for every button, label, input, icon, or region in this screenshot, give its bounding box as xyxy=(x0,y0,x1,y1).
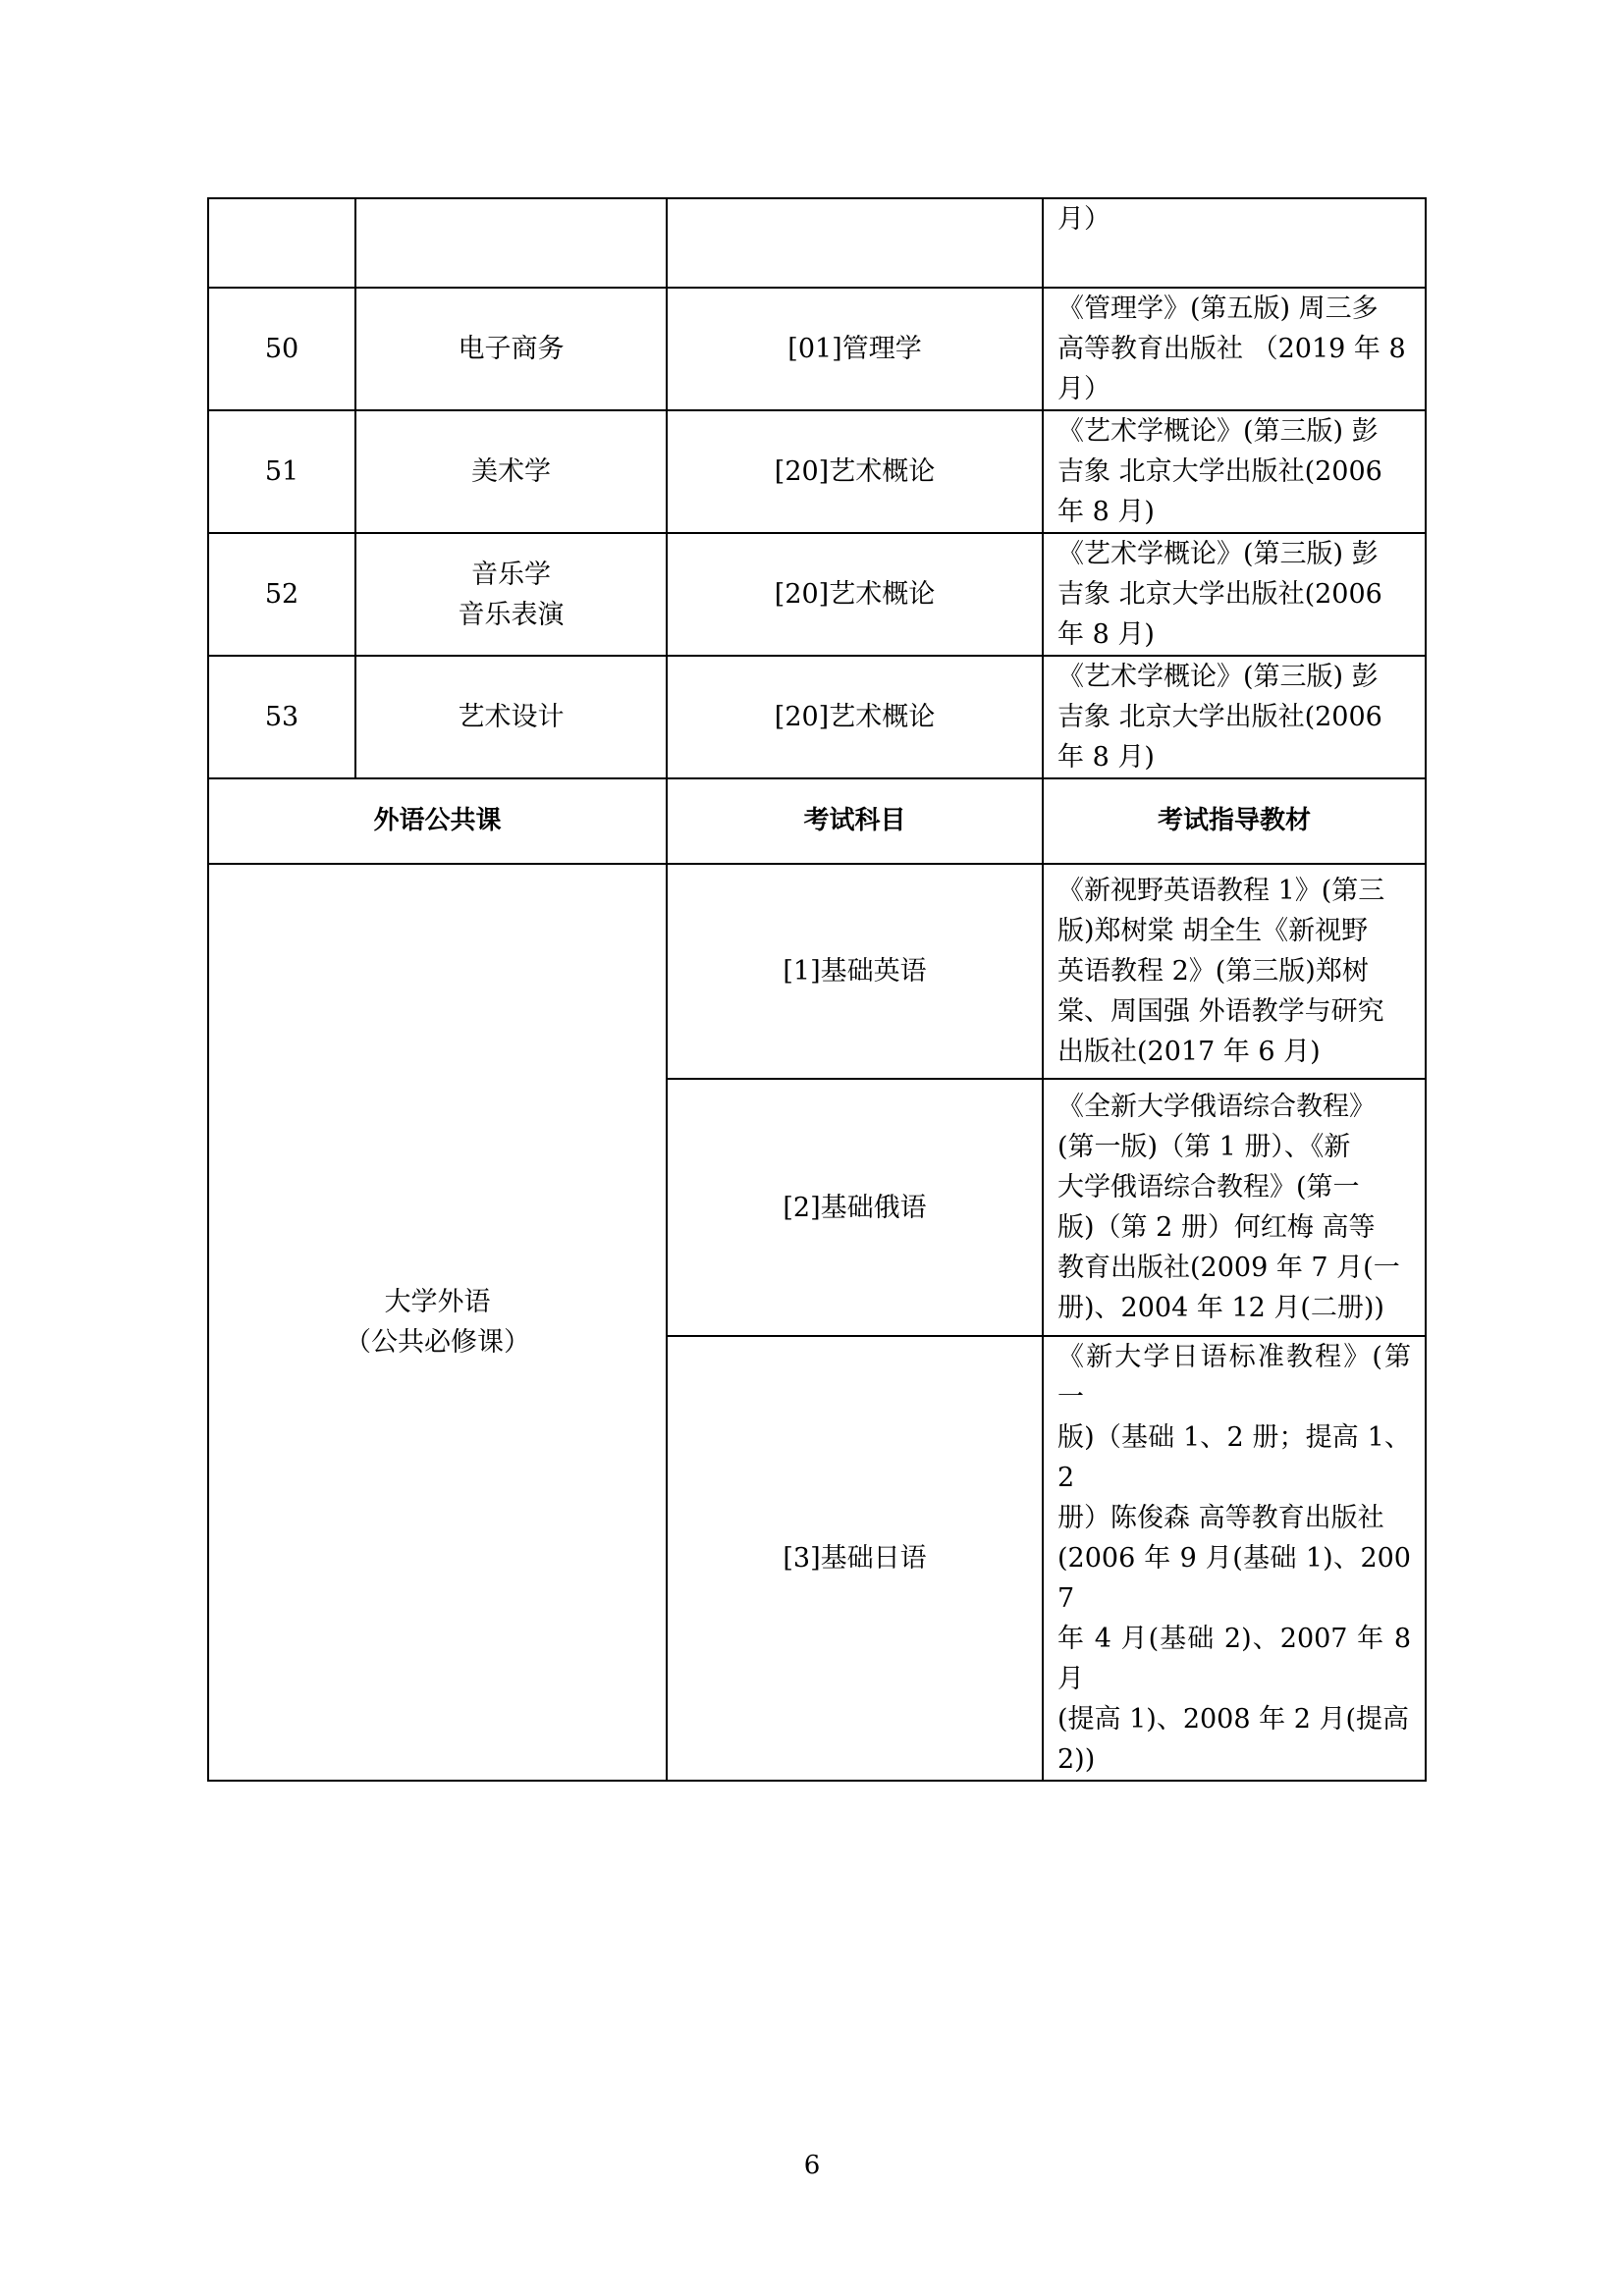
textbook-cell: 《新大学日语标准教程》(第一 版)（基础 1、2 册；提高 1、2 册）陈俊森 高等教育出版社 (2006 年 9 月(基础 1)、2007 年 4 月(基础 2)、2007 年 8 月 (提高 1)、2008 年 2 月(提高 2)) xyxy=(1043,1336,1426,1781)
major-cell: 音乐学 音乐表演 xyxy=(355,533,667,656)
subject-cell: [3]基础日语 xyxy=(667,1336,1043,1781)
foreign-course-cell: 大学外语 （公共必修课） xyxy=(208,864,667,1781)
row-number-cell: 52 xyxy=(208,533,355,656)
subject-cell: [01]管理学 xyxy=(667,288,1043,410)
major-cell: 艺术设计 xyxy=(355,656,667,778)
exam-textbook-table xyxy=(207,197,1427,1782)
textbook-cell: 《新视野英语教程 1》(第三 版)郑树棠 胡全生《新视野 英语教程 2》(第三版)郑树 棠、周国强 外语教学与研究 出版社(2017 年 6 月) xyxy=(1043,864,1426,1079)
row-number-cell: 50 xyxy=(208,288,355,410)
table-row-continuation xyxy=(208,198,1426,288)
row-number-cell: 53 xyxy=(208,656,355,778)
textbook-cell: 《艺术学概论》(第三版) 彭 吉象 北京大学出版社(2006 年 8 月) xyxy=(1043,656,1426,778)
table-row xyxy=(208,288,1426,410)
textbook-cell: 《艺术学概论》(第三版) 彭 吉象 北京大学出版社(2006 年 8 月) xyxy=(1043,533,1426,656)
textbook-cell: 《管理学》(第五版) 周三多 高等教育出版社 （2019 年 8 月） xyxy=(1043,288,1426,410)
subject-cell: [1]基础英语 xyxy=(667,864,1043,1079)
exam-subject-header: 考试科目 xyxy=(667,778,1043,864)
foreign-language-header-row xyxy=(208,778,1426,864)
row-number-cell xyxy=(208,198,355,288)
textbook-cell: 《艺术学概论》(第三版) 彭 吉象 北京大学出版社(2006 年 8 月) xyxy=(1043,410,1426,533)
textbook-cell: 《全新大学俄语综合教程》 (第一版)（第 1 册）、《新 大学俄语综合教程》(第一 版)（第 2 册）何红梅 高等 教育出版社(2009 年 7 月(一 册)、2004 年 12 月(二册)) xyxy=(1043,1079,1426,1336)
subject-cell: [20]艺术概论 xyxy=(667,533,1043,656)
table-row xyxy=(208,410,1426,533)
foreign-course-header: 外语公共课 xyxy=(208,778,667,864)
major-cell: 美术学 xyxy=(355,410,667,533)
major-cell xyxy=(355,198,667,288)
subject-cell: [20]艺术概论 xyxy=(667,410,1043,533)
subject-cell: [20]艺术概论 xyxy=(667,656,1043,778)
major-cell: 电子商务 xyxy=(355,288,667,410)
subject-cell: [2]基础俄语 xyxy=(667,1079,1043,1336)
page-number: 6 xyxy=(803,2151,821,2180)
textbook-header: 考试指导教材 xyxy=(1043,778,1426,864)
textbook-cell: 月） xyxy=(1043,198,1426,288)
table-row xyxy=(208,533,1426,656)
table-row xyxy=(208,864,1426,1079)
table-row xyxy=(208,656,1426,778)
subject-cell xyxy=(667,198,1043,288)
row-number-cell: 51 xyxy=(208,410,355,533)
